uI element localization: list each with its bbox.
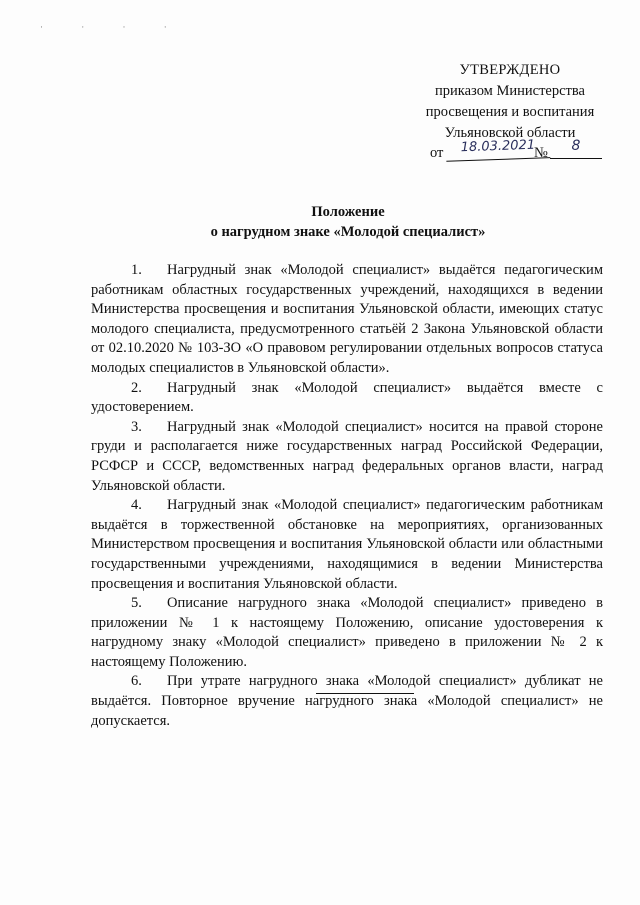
title-line-1: Положение (311, 204, 385, 220)
item-number: 5. (131, 595, 142, 612)
end-divider (316, 693, 414, 694)
approval-line-2: просвещения и воспитания (425, 104, 595, 120)
handwritten-date: 18.03.2021 (446, 137, 551, 162)
list-item (91, 672, 603, 731)
list-item (91, 379, 603, 418)
document-title (100, 202, 596, 242)
item-text: Нагрудный знак «Молодой специалист» выдаётся вместе с удостоверением. (91, 379, 603, 416)
item-text: Описание нагрудного знака «Молодой специалист» приведено в приложении № 1 к настоящему Положению, описание удостоверения к нагрудному знаку «Молодой специалист» приведено в приложении № 2 к настоящему Положению. (91, 595, 603, 670)
date-prefix: от (430, 145, 444, 161)
list-item (91, 261, 603, 379)
handwritten-number: 8 (550, 138, 602, 159)
approval-stamp-block (412, 60, 608, 144)
list-item (91, 496, 603, 594)
item-number: 3. (131, 418, 142, 435)
scan-specks: · · · · (40, 22, 185, 32)
item-number: 6. (131, 673, 142, 690)
item-text: Нагрудный знак «Молодой специалист» носится на правой стороне груди и располагается ниже государственных наград Российской Федерации, РСФСР и СССР, ведомственных наград федеральных органов власти, наград Ульяновской области. (91, 418, 603, 494)
number-prefix: № (534, 145, 548, 161)
item-number: 4. (131, 497, 142, 514)
list-item (91, 418, 603, 496)
approval-line-1: приказом Министерства (435, 83, 585, 99)
list-item (91, 594, 603, 672)
approval-heading: УТВЕРЖДЕНО (459, 62, 561, 78)
document-body (91, 261, 603, 731)
item-text: Нагрудный знак «Молодой специалист» выдаётся педагогическим работникам областных государственных учреждений, находящихся в ведении Министерства просвещения и воспитания Ульяновской области, имеющих статус молодого специалиста, предусмотренного статьёй 2 Закона Ульяновской области от 02.10.2020 № 103-ЗО «О правовом регулировании отдельных вопросов статуса молодых специалистов в Ульяновской области». (91, 262, 603, 376)
approval-line-3: Ульяновской области (444, 125, 576, 141)
item-text: При утрате нагрудного знака «Молодой специалист» дубликат не выдаётся. Повторное вручение нагрудного знака «Молодой специалист» не допускается. (91, 673, 603, 729)
item-number: 1. (131, 262, 142, 278)
approval-date-line (430, 137, 600, 164)
item-number: 2. (131, 379, 142, 396)
title-line-2: о нагрудном знаке «Молодой специалист» (210, 224, 486, 240)
item-text: Нагрудный знак «Молодой специалист» педагогическим работникам выдаётся в торжественной обстановке на мероприятиях, организованных Министерством просвещения и воспитания Ульяновской области или областными государственными учреждениями, находящимися в ведении Министерства просвещения и воспитания Ульяновской области. (91, 497, 603, 592)
